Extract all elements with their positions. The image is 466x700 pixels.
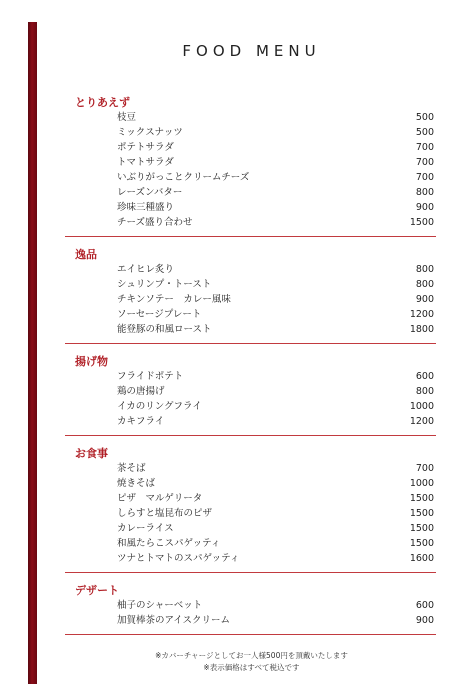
menu-item-price: 900 bbox=[415, 615, 434, 626]
menu-item-name: チキンソテー カレー風味 bbox=[117, 294, 231, 305]
menu-item bbox=[65, 551, 436, 566]
menu-item-name: ミックスナッツ bbox=[117, 127, 183, 138]
menu-item bbox=[65, 200, 436, 215]
menu-section bbox=[65, 354, 436, 436]
menu-item-name: ピザ マルゲリータ bbox=[117, 493, 203, 504]
menu-item-price: 900 bbox=[415, 294, 434, 305]
menu-item bbox=[65, 170, 436, 185]
menu-item-name: 和風たらこスパゲッティ bbox=[117, 538, 221, 549]
menu-item bbox=[65, 369, 436, 384]
menu-item bbox=[65, 399, 436, 414]
menu-item-price: 1500 bbox=[409, 538, 434, 549]
menu-item-name: 茶そば bbox=[117, 463, 146, 474]
menu-item-price: 1000 bbox=[409, 401, 434, 412]
menu-item bbox=[65, 307, 436, 322]
menu-item-price: 1200 bbox=[409, 416, 434, 427]
menu-item bbox=[65, 322, 436, 337]
cover-charge-note: ※カバーチャージとしてお一人様500円を頂戴いたします bbox=[155, 651, 348, 660]
section-divider bbox=[65, 572, 436, 573]
menu-item-price: 500 bbox=[415, 112, 434, 123]
menu-title: FOOD MENU bbox=[182, 42, 321, 60]
section-heading: 揚げ物 bbox=[75, 355, 108, 368]
menu-item-name: フライドポテト bbox=[117, 371, 184, 382]
menu-item-price: 800 bbox=[415, 187, 434, 198]
menu-item-name: しらすと塩昆布のピザ bbox=[117, 508, 213, 519]
menu-section bbox=[65, 446, 436, 573]
menu-item-name: ポテトサラダ bbox=[117, 142, 174, 153]
menu-item-name: カキフライ bbox=[117, 416, 165, 427]
menu-item-price: 1500 bbox=[409, 493, 434, 504]
menu-item-name: シュリンプ・トースト bbox=[117, 279, 212, 290]
menu-item-price: 1500 bbox=[409, 508, 434, 519]
menu-item bbox=[65, 140, 436, 155]
menu-item-price: 1600 bbox=[409, 553, 434, 564]
menu-item-name: カレーライス bbox=[117, 523, 174, 534]
menu-item-price: 600 bbox=[415, 600, 434, 611]
menu-item bbox=[65, 155, 436, 170]
menu-item bbox=[65, 125, 436, 140]
section-divider bbox=[65, 634, 436, 635]
menu-list bbox=[65, 95, 436, 645]
menu-item bbox=[65, 215, 436, 230]
side-accent-bar bbox=[28, 22, 37, 684]
menu-item-name: 珍味三種盛り bbox=[117, 202, 175, 213]
menu-item-name: イカのリングフライ bbox=[117, 401, 202, 412]
section-divider bbox=[65, 343, 436, 344]
menu-item-price: 800 bbox=[415, 264, 434, 275]
tax-note: ※表示価格はすべて税込です bbox=[203, 663, 300, 672]
menu-item-name: 焼きそば bbox=[117, 478, 156, 489]
menu-item-name: エイヒレ炙り bbox=[117, 264, 175, 275]
menu-item bbox=[65, 613, 436, 628]
menu-item bbox=[65, 262, 436, 277]
menu-item-price: 1500 bbox=[409, 217, 434, 228]
menu-item-price: 700 bbox=[415, 172, 434, 183]
menu-item-name: チーズ盛り合わせ bbox=[117, 217, 193, 228]
menu-item-price: 600 bbox=[415, 371, 434, 382]
section-heading: 逸品 bbox=[75, 248, 97, 261]
menu-item-price: 800 bbox=[415, 279, 434, 290]
menu-item-price: 1000 bbox=[409, 478, 434, 489]
menu-item bbox=[65, 506, 436, 521]
menu-item-name: 枝豆 bbox=[117, 112, 137, 123]
section-divider bbox=[65, 435, 436, 436]
menu-item-name: ソーセージプレート bbox=[117, 309, 202, 320]
menu-item-name: レーズンバター bbox=[117, 187, 183, 198]
menu-item bbox=[65, 521, 436, 536]
menu-item-price: 700 bbox=[415, 142, 434, 153]
menu-item bbox=[65, 185, 436, 200]
section-divider bbox=[65, 236, 436, 237]
menu-item-price: 1200 bbox=[409, 309, 434, 320]
menu-item bbox=[65, 110, 436, 125]
section-heading: デザート bbox=[75, 584, 119, 597]
menu-item-price: 800 bbox=[415, 386, 434, 397]
menu-item bbox=[65, 277, 436, 292]
footer-notes bbox=[37, 650, 466, 674]
menu-item bbox=[65, 461, 436, 476]
menu-section bbox=[65, 95, 436, 237]
menu-item bbox=[65, 384, 436, 399]
menu-item-name: いぶりがっことクリームチーズ bbox=[117, 172, 250, 183]
menu-item-price: 500 bbox=[415, 127, 434, 138]
menu-item bbox=[65, 536, 436, 551]
section-heading: お食事 bbox=[75, 447, 108, 460]
menu-item-name: 鶏の唐揚げ bbox=[117, 386, 165, 397]
menu-item-price: 1500 bbox=[409, 523, 434, 534]
menu-item-name: トマトサラダ bbox=[117, 157, 174, 168]
menu-section bbox=[65, 247, 436, 344]
menu-item bbox=[65, 598, 436, 613]
menu-item-price: 700 bbox=[415, 157, 434, 168]
menu-section bbox=[65, 583, 436, 635]
menu-item-price: 900 bbox=[415, 202, 434, 213]
menu-item bbox=[65, 292, 436, 307]
section-heading: とりあえず bbox=[75, 96, 130, 109]
menu-item-name: 能登豚の和風ロースト bbox=[117, 324, 212, 335]
menu-item-name: ツナとトマトのスパゲッティ bbox=[117, 553, 240, 564]
menu-item bbox=[65, 476, 436, 491]
menu-item-price: 700 bbox=[415, 463, 434, 474]
menu-item-name: 加賀棒茶のアイスクリーム bbox=[117, 615, 231, 626]
menu-item-name: 柚子のシャーベット bbox=[117, 600, 203, 611]
menu-item bbox=[65, 414, 436, 429]
menu-item bbox=[65, 491, 436, 506]
menu-item-price: 1800 bbox=[409, 324, 434, 335]
